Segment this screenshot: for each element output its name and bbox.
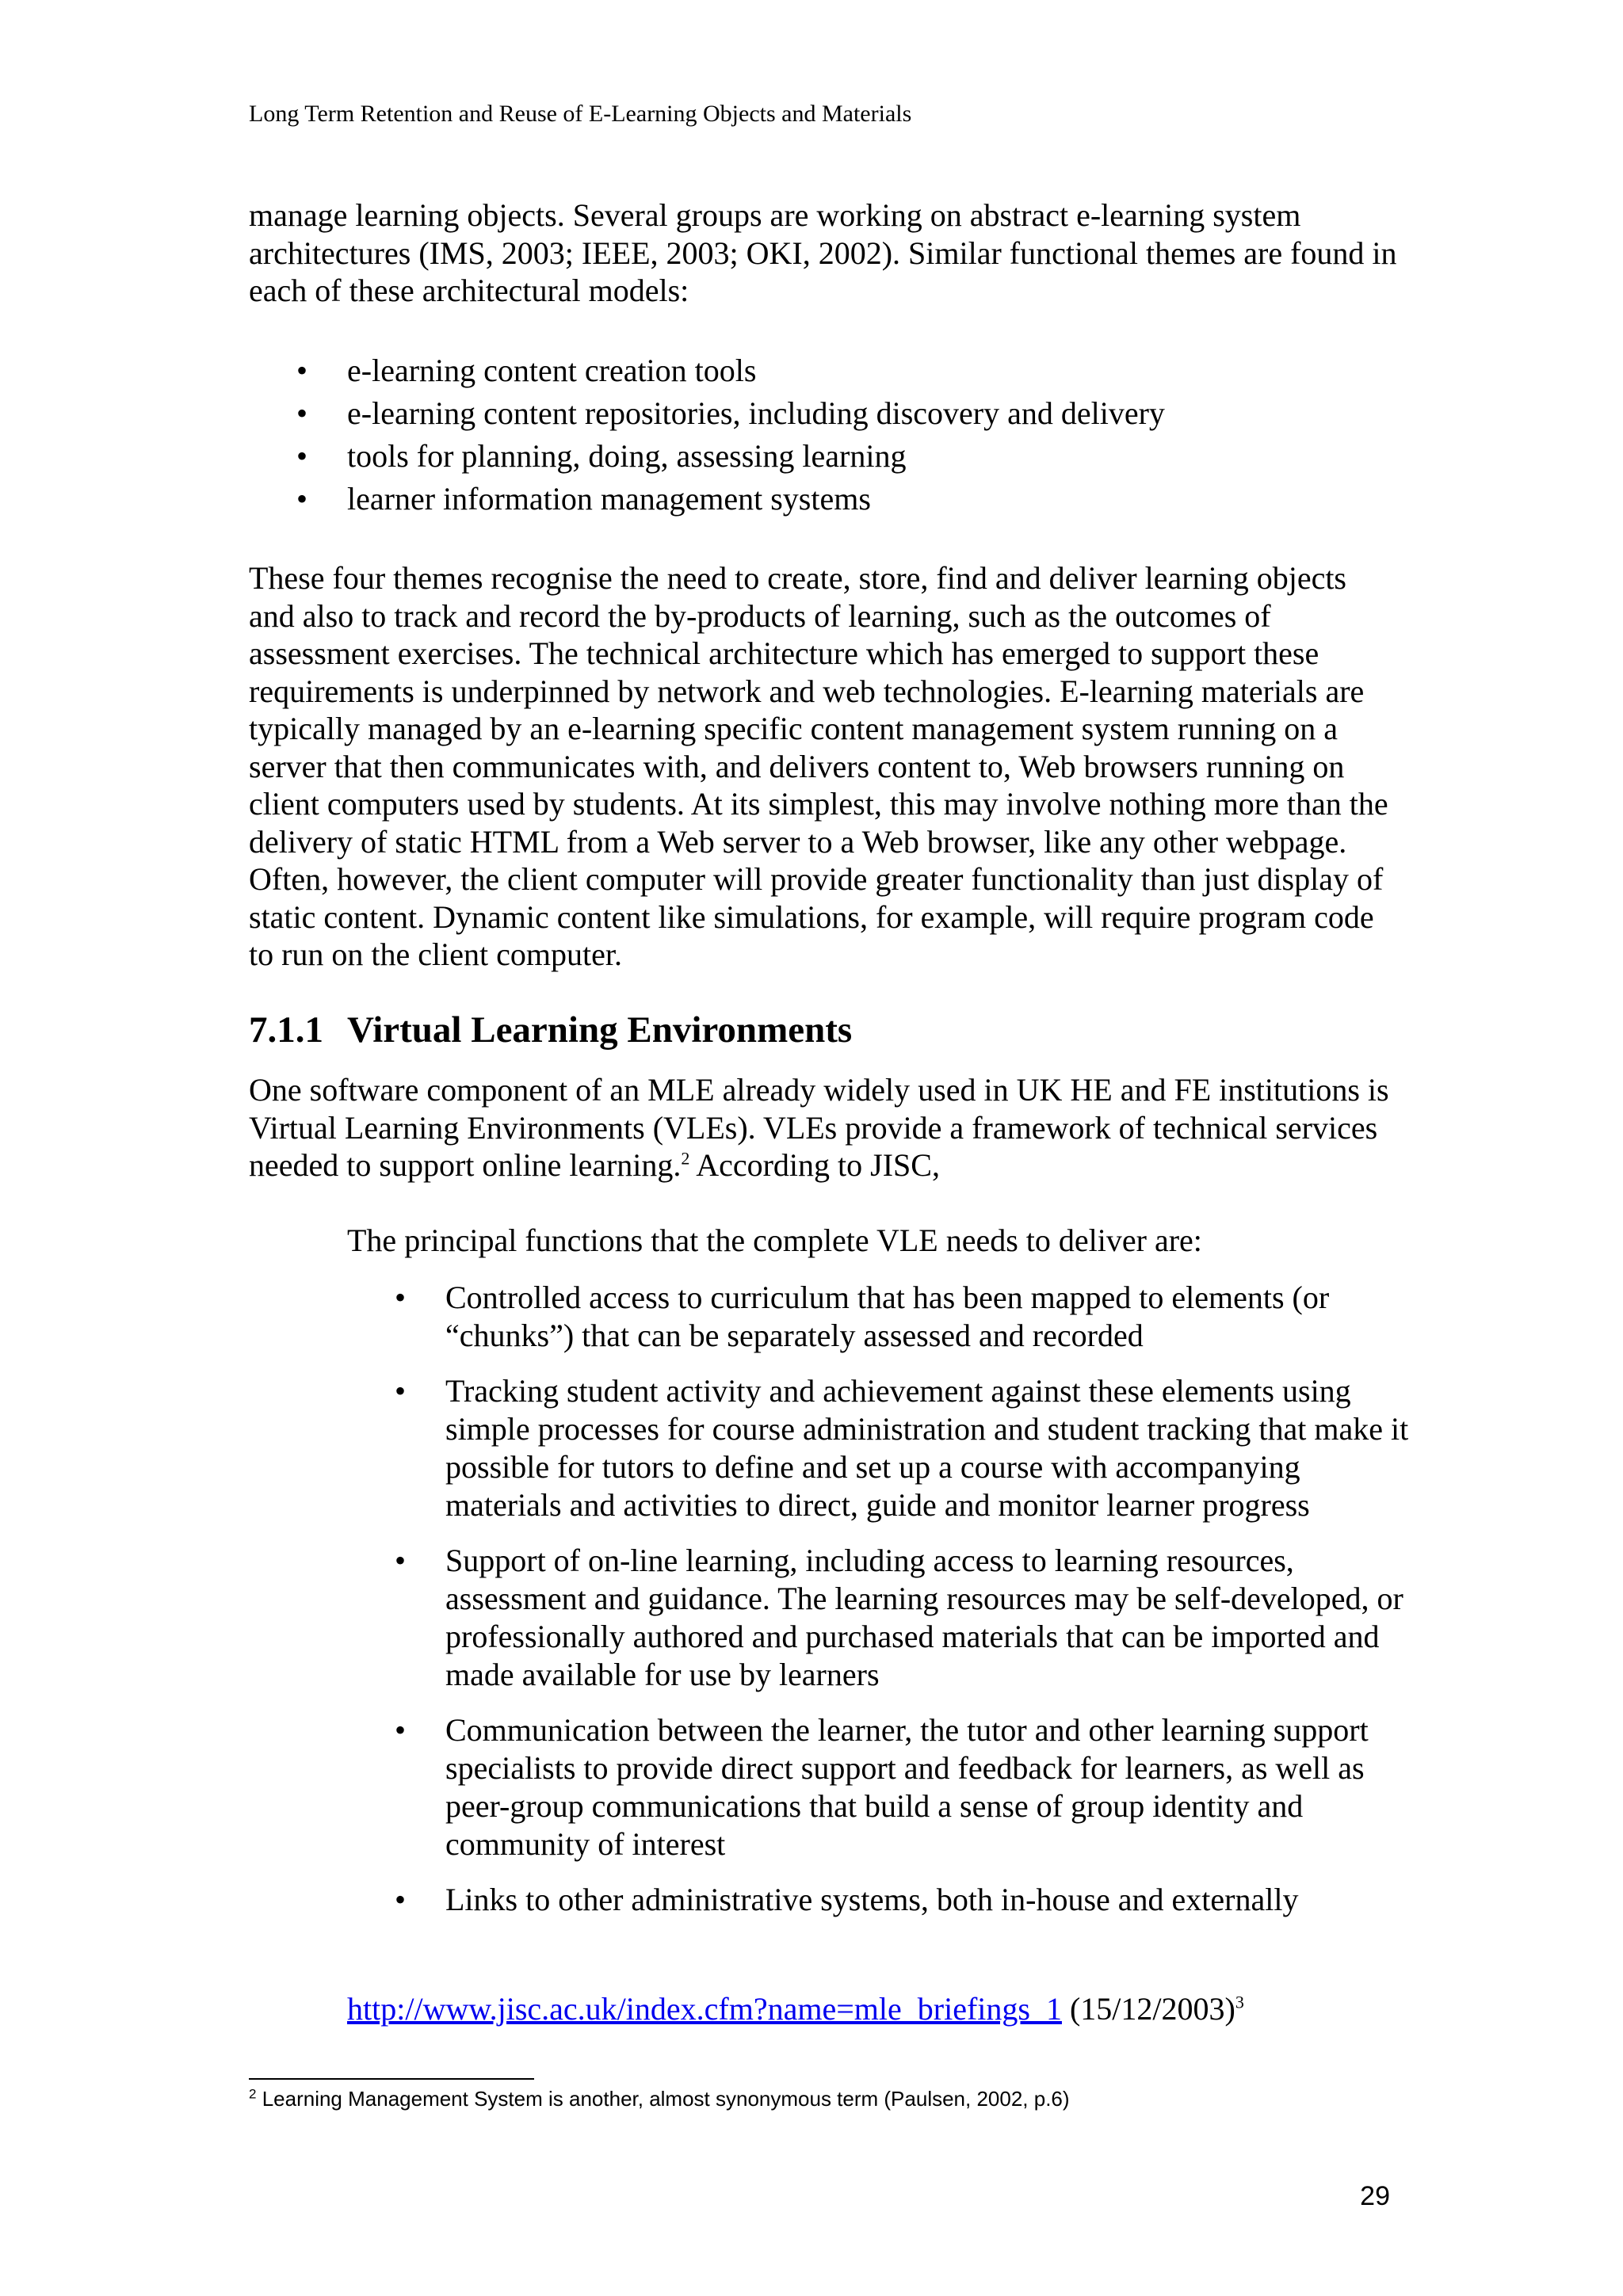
list-item: • learner information management systems <box>249 478 1165 521</box>
list-item: • Communication between the learner, the tutor and other learning support specialists to provide direct support and feedback for learners, as well as peer-group communications that build a sense of group identity and community of interest <box>395 1712 1369 1862</box>
bullet-icon: • <box>395 1373 407 1409</box>
footnote-separator <box>249 2078 534 2080</box>
bullet-icon: • <box>395 1712 407 1748</box>
quote-intro: The principal functions that the complete VLE needs to deliver are: <box>347 1222 1202 1258</box>
bullet-icon: • <box>395 1280 407 1315</box>
themes-list <box>249 349 1165 521</box>
source-link[interactable]: http://www.jisc.ac.uk/index.cfm?name=mle_briefings_1 <box>347 1991 1062 2027</box>
list-item: • Links to other administrative systems, both in-house and externally <box>395 1882 1299 1917</box>
list-item: • Support of on-line learning, including access to learning resources, assessment and guidance. The learning resources may be self-developed, or professionally authored and purchased materials that can be imported and made available for use by learners <box>395 1543 1403 1692</box>
section-number: 7.1.1 <box>249 1009 323 1051</box>
footnote <box>249 2085 1070 2112</box>
vle-functions-list <box>347 1279 1409 1936</box>
bullet-icon: • <box>395 1882 407 1917</box>
bullet-icon: • <box>395 1543 407 1578</box>
architecture-paragraph: These four themes recognise the need to create, store, find and deliver learning objects and also to track and record the by-products of learning, such as the outcomes of assessment exercises. The technical architecture which has emerged to support these requirements is underpinned by network and web technologies. E-learning materials are typically managed by an e-learning specific content management system running on a server that then communicates with, and delivers content to, Web browsers running on client computers used by students. At its simplest, this may involve nothing more than the delivery of static HTML from a Web server to a Web browser, like any other webpage. Often, however, the client computer will provide greater functionality than just display of static content. Dynamic content like simulations, for example, will require program code to run on the client computer. <box>249 560 1388 972</box>
bullet-icon: • <box>296 481 308 517</box>
list-item: • e-learning content creation tools <box>249 349 1165 392</box>
list-item: • Controlled access to curriculum that has been mapped to elements (or “chunks”) that can be separately assessed and recorded <box>395 1280 1330 1353</box>
list-item: • e-learning content repositories, including discovery and delivery <box>249 392 1165 435</box>
section-heading <box>249 1006 852 1054</box>
page-number: 29 <box>1360 2181 1390 2211</box>
source-date: (15/12/2003) <box>1061 1991 1235 2027</box>
footnote-number: 2 <box>249 2086 257 2102</box>
bullet-icon: • <box>296 395 308 431</box>
footnote-reference[interactable]: 2 <box>681 1148 690 1169</box>
intro-paragraph: manage learning objects. Several groups are working on abstract e-learning system architectures (IMS, 2003; IEEE, 2003; OKI, 2002). Similar functional themes are found in each of these architectural models: <box>249 197 1397 308</box>
list-item: • Tracking student activity and achievement against these elements using simple processes for course administration and student tracking that make it possible for tutors to define and set up a course with accompanying materials and activities to direct, guide and monitor learner progress <box>395 1373 1409 1523</box>
bullet-icon: • <box>296 353 308 388</box>
vle-paragraph: One software component of an MLE already widely used in UK HE and FE institutions is Virtual Learning Environments (VLEs). VLEs provide a framework of technical services needed to support online learning.$^2$ According to JISC, <box>249 1072 1389 1183</box>
bullet-icon: • <box>296 438 308 474</box>
footnote-reference[interactable]: 3 <box>1235 1992 1244 2012</box>
list-item: • tools for planning, doing, assessing learning <box>249 435 1165 478</box>
footnote-text: Learning Management System is another, almost synonymous term (Paulsen, 2002, p.6) <box>256 2087 1070 2111</box>
section-title: Virtual Learning Environments <box>347 1009 853 1051</box>
running-header: Long Term Retention and Reuse of E-Learning Objects and Materials <box>249 101 912 127</box>
quote-source <box>347 1990 1244 2028</box>
